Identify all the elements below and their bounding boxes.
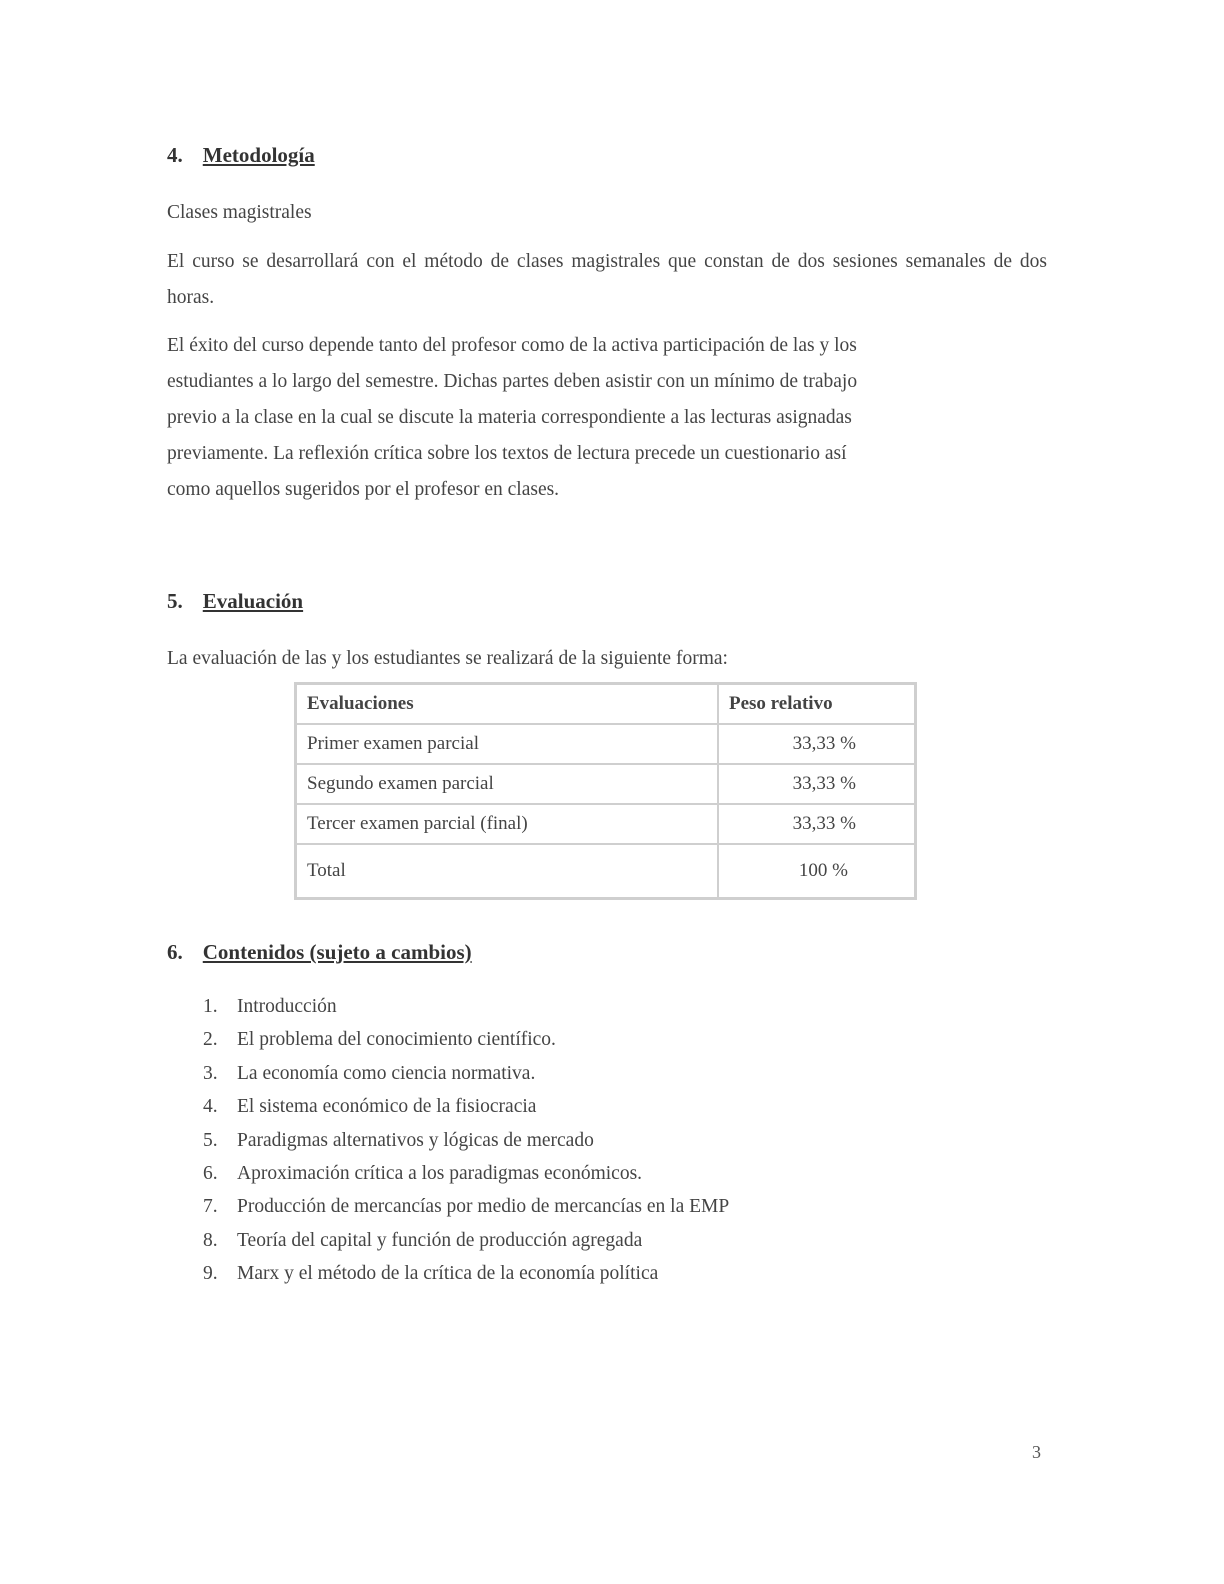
methodology-subheading: Clases magistrales [167,202,312,223]
list-item [203,1257,729,1290]
table-header-evaluations: Evaluaciones [296,684,719,725]
evaluation-intro: La evaluación de las y los estudiantes se realizará de la siguiente forma: [167,648,728,669]
table-cell-evaluation: Segundo examen parcial [296,764,719,804]
paragraph-line: como aquellos sugeridos por el profesor en clases. [167,479,560,500]
list-item [203,1190,729,1223]
table-cell-total-label: Total [296,844,719,899]
list-item-number: 6. [203,1162,218,1184]
list-item-number: 4. [203,1096,218,1118]
list-item [203,1090,729,1123]
list-item [203,1124,729,1157]
list-item-number: 5. [203,1129,218,1151]
section-5-title: Evaluación [202,589,304,613]
table-total-row [296,844,916,899]
list-item-text: Introducción [237,996,337,1017]
section-4-number: 4. [167,143,183,167]
paragraph-line: estudiantes a lo largo del semestre. Dichas partes deben asistir con un mínimo de trabajo [167,371,858,392]
table-cell-evaluation: Tercer examen parcial (final) [296,804,719,844]
list-item-text: Teoría del capital y función de producción agregada [237,1229,643,1251]
evaluation-table [294,682,917,900]
section-6-heading [167,940,472,965]
contents-list [203,990,729,1291]
paragraph-line: previo a la clase en la cual se discute la materia correspondiente a las lecturas asignadas [167,407,852,428]
list-item-number: 7. [203,1196,218,1218]
list-item-number: 9. [203,1263,218,1285]
methodology-paragraph-1: El curso se desarrollará con el método de clases magistrales que constan de dos sesiones semanales de dos horas. [167,251,1047,308]
list-item-number: 3. [203,1062,218,1084]
table-row [296,724,916,764]
list-item [203,1224,729,1257]
table-row [296,804,916,844]
table-cell-total-value: 100 % [718,844,916,899]
section-5-heading [167,589,303,614]
table-cell-weight: 33,33 % [718,804,916,844]
list-item-text: Producción de mercancías por medio de mercancías en la EMP [237,1196,730,1218]
table-row [296,764,916,804]
paragraph-line: previamente. La reflexión crítica sobre los textos de lectura precede un cuestionario así [167,443,847,464]
list-item-number: 2. [203,1029,218,1051]
list-item-text: La economía como ciencia normativa. [237,1062,536,1084]
section-6-number: 6. [167,940,183,964]
section-5-number: 5. [167,589,183,613]
list-item-text: Marx y el método de la crítica de la economía política [237,1263,659,1285]
list-item-text: Aproximación crítica a los paradigmas económicos. [237,1162,643,1184]
table-header-weight: Peso relativo [718,684,916,725]
list-item-text: El problema del conocimiento científico. [237,1029,556,1051]
list-item [203,1023,729,1056]
table-cell-weight: 33,33 % [718,724,916,764]
list-item-text: El sistema económico de la fisiocracia [237,1096,537,1118]
section-4-heading [167,143,315,168]
list-item [203,1157,729,1190]
list-item-text: Paradigmas alternativos y lógicas de mercado [237,1129,594,1151]
list-item-number: 8. [203,1229,218,1251]
section-6-title: Contenidos (sujeto a cambios) [202,940,472,964]
paragraph-line: El éxito del curso depende tanto del profesor como de la activa participación de las y los [167,335,857,356]
list-item [203,990,729,1023]
list-item-number: 1. [203,996,218,1017]
methodology-paragraph-2 [167,328,1047,508]
section-4-title: Metodología [202,143,315,167]
table-cell-weight: 33,33 % [718,764,916,804]
table-header-row [296,684,916,725]
page-number: 3 [1032,1442,1041,1462]
list-item [203,1057,729,1090]
table-cell-evaluation: Primer examen parcial [296,724,719,764]
